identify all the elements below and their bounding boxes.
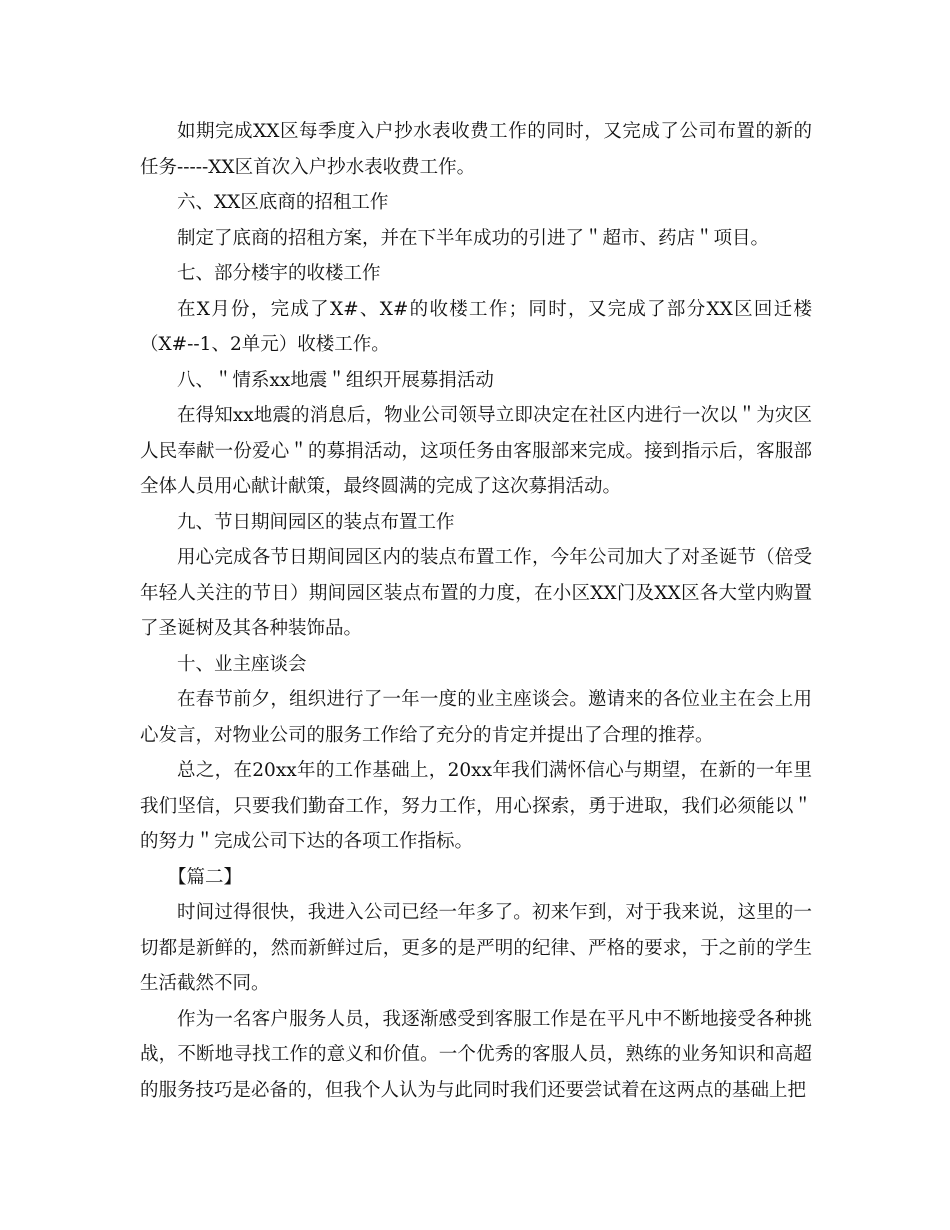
section-heading: 七、部分楼宇的收楼工作 <box>177 263 381 284</box>
body-paragraph: 在春节前夕，组织进行了一年一度的业主座谈会。邀请来的各位业主在会上用心发言，对物业公司的服务工作给了充分的肯定并提出了合理的推荐。 <box>140 689 812 746</box>
body-paragraph: 用心完成各节日期间园区内的装点布置工作，今年公司加大了对圣诞节（倍受年轻人关注的节日）期间园区装点布置的力度，在小区XX门及XX区各大堂内购置了圣诞树及其各种装饰品。 <box>140 547 812 639</box>
body-paragraph: 在X月份，完成了X#、X#的收楼工作；同时，又完成了部分XX区回迁楼（X#--1、2单元）收楼工作。 <box>140 298 812 355</box>
document-page <box>140 114 812 1108</box>
body-paragraph: 制定了底商的招租方案，并在下半年成功的引进了＂超市、药店＂项目。 <box>177 227 770 249</box>
section-heading: 十、业主座谈会 <box>177 653 307 675</box>
body-paragraph: 总之，在20xx年的工作基础上，20xx年我们满怀信心与期望，在新的一年里我们坚信，只要我们勤奋工作，努力工作，用心探索，勇于进取，我们必须能以＂的努力＂完成公司下达的各项工作指标。 <box>140 760 812 852</box>
section-heading: 九、节日期间园区的装点布置工作 <box>177 511 455 533</box>
body-paragraph: 作为一名客户服务人员，我逐渐感受到客服工作是在平凡中不断地接受各种挑战，不断地寻找工作的意义和价值。一个优秀的客服人员，熟练的业务知识和高超的服务技巧是必备的，但我个人认为与此同时我们还要尝试着在这两点的基础上把 <box>140 1008 812 1101</box>
body-paragraph: 时间过得很快，我进入公司已经一年多了。初来乍到，对于我来说，这里的一切都是新鲜的，然而新鲜过后，更多的是严明的纪律、严格的要求，于之前的学生生活截然不同。 <box>140 902 812 994</box>
section-marker: 【篇二】 <box>168 866 243 888</box>
section-heading: 八、＂情系xx地震＂组织开展募捐活动 <box>177 369 494 391</box>
body-paragraph: 在得知xx地震的消息后，物业公司领导立即决定在社区内进行一次以＂为灾区人民奉献一份爱心＂的募捐活动，这项任务由客服部来完成。接到指示后，客服部全体人员用心献计献策，最终圆满的完成了这次募捐活动。 <box>140 405 812 497</box>
body-paragraph: 如期完成XX区每季度入户抄水表收费工作的同时，又完成了公司布置的新的任务-----XX区首次入户抄水表收费工作。 <box>140 121 812 178</box>
section-heading: 六、XX区底商的招租工作 <box>177 192 389 213</box>
